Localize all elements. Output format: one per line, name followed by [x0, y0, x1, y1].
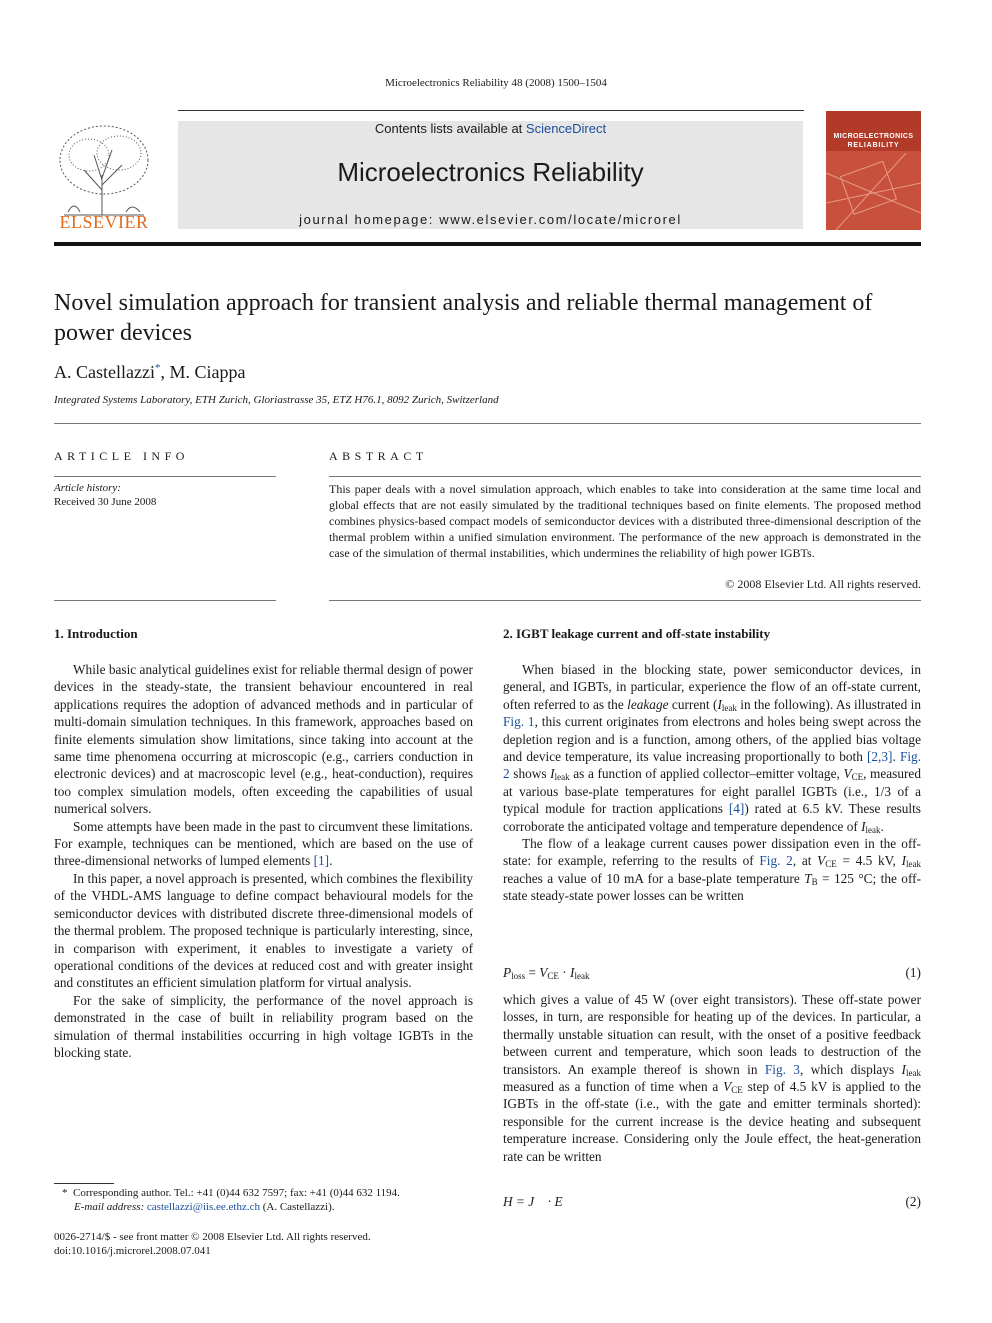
intro-p2-end: .: [329, 853, 333, 869]
authors: [54, 362, 245, 383]
fig-2-link-2[interactable]: Fig. 2: [759, 853, 793, 869]
header-rule: [178, 110, 804, 111]
author-mark[interactable]: *: [154, 362, 161, 374]
issn-line: 0026-2714/$ - see front matter © 2008 Elsevier Ltd. All rights reserved.: [54, 1231, 371, 1243]
author-castellazzi[interactable]: A. Castellazzi: [54, 362, 155, 382]
author-separator: ,: [160, 362, 170, 382]
history-label: Article history:: [54, 482, 121, 494]
left-column: [54, 661, 473, 1061]
cover-title-line1: MICROELECTRONICS: [833, 133, 914, 140]
journal-homepage[interactable]: journal homepage: www.elsevier.com/locate/microrel: [299, 212, 682, 227]
footnote-contact: Corresponding author. Tel.: +41 (0)44 632 7597; fax: +41 (0)44 632 1194.: [73, 1187, 400, 1199]
journal-cover: [826, 111, 921, 230]
intro-p2-text: Some attempts have been made in the past to circumvent these limitations. For example, techniques can be mentioned, which are based on the use of three-dimensional networks of lumped elements: [54, 818, 473, 869]
abstract-bottom-rule: [329, 600, 921, 601]
fig-1-link[interactable]: Fig. 1: [503, 714, 535, 730]
abstract-copyright: © 2008 Elsevier Ltd. All rights reserved.: [725, 577, 921, 591]
fig-3-link[interactable]: Fig. 3: [764, 1061, 800, 1077]
journal-title: Microelectronics Reliability: [337, 157, 644, 187]
fig-2-link[interactable]: Fig. 2: [503, 749, 921, 782]
equation-1: $P_{loss} = V_{CE} \cdot I_{leak}$: [503, 965, 590, 981]
section-2-heading: 2. IGBT leakage current and off-state instability: [503, 626, 771, 641]
affiliation: Integrated Systems Laboratory, ETH Zurich, Gloriastrasse 35, ETZ H76.1, 8092 Zurich, Switzerland: [54, 394, 499, 406]
equation-2-number: (2): [905, 1194, 921, 1209]
intro-paragraph-4: For the sake of simplicity, the performance of the novel approach is demonstrated in the case of built in reliability program based on the simulation of thermal instabilities occurring in high voltage IGBTs in the blocking state.: [54, 992, 473, 1060]
doi-line[interactable]: doi:10.1016/j.microrel.2008.07.041: [54, 1245, 211, 1257]
footnote-mark: *: [62, 1187, 68, 1199]
header-thick-rule: [54, 242, 921, 246]
sciencedirect-link[interactable]: ScienceDirect: [525, 121, 607, 136]
received-date: Received 30 June 2008: [54, 496, 157, 508]
intro-paragraph-2: [54, 818, 473, 870]
bottom-matter: [54, 1230, 474, 1258]
running-header: Microelectronics Reliability 48 (2008) 1500–1504: [385, 77, 607, 89]
section2-paragraph-2: The flow of a leakage current causes power dissipation even in the off-state: for example, referring to the results of Fig. 2, at $V_{CE} = 4.5$ kV, $I_{leak}$ reaches a value of 10 mA for a base-plate temperature $T_B = 125$ °C; the off-state steady-state power losses can be written: [503, 836, 922, 904]
article-info-bottom-rule: [54, 600, 276, 601]
title-rule: [54, 423, 921, 424]
section-1-heading: 1. Introduction: [54, 626, 138, 641]
ref-1-link[interactable]: [1]: [313, 853, 330, 869]
section2-paragraph-3: which gives a value of 45 W (over eight transistors). These off-state power losses, in turn, are responsible for heating up of the devices. In particular, a thermally unstable situation can result, with the onset of a positive feedback between current and temperature, which soon leads to destruction of the transistors. An example thereof is shown in Fig. 3, which displays $I_{leak}$ measured as a function of time when a $V_{CE}$ step of 4.5 kV is applied to the IGBTs in the off-state (i.e., with the gate and emitter terminals shorted): responsible for the current increase is the device heating and subsequent temperature increase. Considering only the Joule effect, the heat-generation rate can be written: [503, 992, 921, 1164]
footnote-corresponding: [54, 1186, 474, 1200]
equation-2: H = J⃗ · E⃗: [503, 1194, 573, 1209]
contents-line: [178, 121, 803, 136]
intro-paragraph-3: In this paper, a novel approach is presented, which combines the flexibility of the VHDL-AMS language to define compact behavioural models for the semiconductor devices with distributed discrete three-dimensional models of the thermal problem. The proposed technique is particularly interesting, since, in comparison with experiment, it enables to investigate a variety of operational conditions of the devices at reduced cost and with greater insight and constitutes an efficient simulation platform for virtual analysis.: [54, 870, 473, 991]
circuit-graphic: [826, 153, 921, 230]
footnote: [54, 1186, 474, 1214]
equation-1-number: (1): [905, 965, 921, 980]
email-suffix: (A. Castellazzi).: [259, 1201, 335, 1213]
abstract-heading: ABSTRACT: [329, 449, 428, 463]
right-column-continued: [503, 991, 921, 1165]
author-ciappa[interactable]: M. Ciappa: [169, 362, 246, 382]
article-history: [54, 481, 276, 509]
email-label: E-mail address:: [74, 1201, 147, 1213]
footnote-email-line: [54, 1200, 474, 1214]
article-title: Novel simulation approach for transient analysis and reliable thermal management of power devices: [54, 290, 873, 346]
cover-title-line2: RELIABILITY: [847, 142, 900, 149]
intro-paragraph-1: While basic analytical guidelines exist for reliable thermal design of power devices in the steady-state, the transient behaviour encountered in real applications requires the adoption of advanced methods and in particular of multi-domain simulation techniques. In this framework, approaches based on finite elements simulation show limitations, since taking into account at the same time phenomena occurring at microscopic (e.g., carriers conduction in electronic devices) and at macroscopic level (e.g., heat-conduction), requires too complex simulation models, often exceeding the capabilities of usual numerical solvers.: [54, 662, 473, 817]
email-link[interactable]: castellazzi@iis.ee.ethz.ch: [146, 1201, 260, 1213]
ref-2-3-link[interactable]: [2,3]: [866, 749, 893, 765]
elsevier-logo: [54, 120, 154, 232]
section2-paragraph-1: When biased in the blocking state, power semiconductor devices, in general, and IGBTs, in particular, experience the flow of an off-state current, often referred to as the leakage current ($I_{leak}$ in the following). As illustrated in Fig. 1, this current originates from electrons and holes being swept across the depletion region and is a function, among others, of the applied bias voltage and device temperature, its value increasing proportionally to both [2,3]. Fig. 2 shows $I_{leak}$ as a function of applied collector–emitter voltage, $V_{CE}$, measured at various base-plate temperatures for eight parallel IGBTs (i.e., 1/3 of a typical module for traction applications [4]) rated at 6.5 kV. These results corroborate the anticipated voltage and temperature dependence of $I_{leak}$.: [503, 662, 921, 835]
footnote-rule: [54, 1183, 114, 1184]
article-info-heading: ARTICLE INFO: [54, 449, 189, 463]
abstract-text: This paper deals with a novel simulation approach, which enables to take into consideration at the same time local and global effects that are not easily simulated by the traditional techniques based on finite elements. The proposed method combines physics-based compact models of semiconductor devices with a distributed three-dimensional description of the thermal problem within a unified simulation environment. The performance of the new approach is demonstrated in the case of the simulation of thermal instabilities, which undermines the reliability of high power IGBTs.: [329, 482, 921, 560]
article-info-rule: [54, 476, 276, 477]
ref-4-link[interactable]: [4]: [728, 801, 745, 817]
publisher-name: ELSEVIER: [59, 212, 149, 232]
abstract-rule: [329, 476, 921, 477]
contents-prefix: Contents lists available at: [374, 121, 526, 136]
right-column: [503, 661, 921, 905]
